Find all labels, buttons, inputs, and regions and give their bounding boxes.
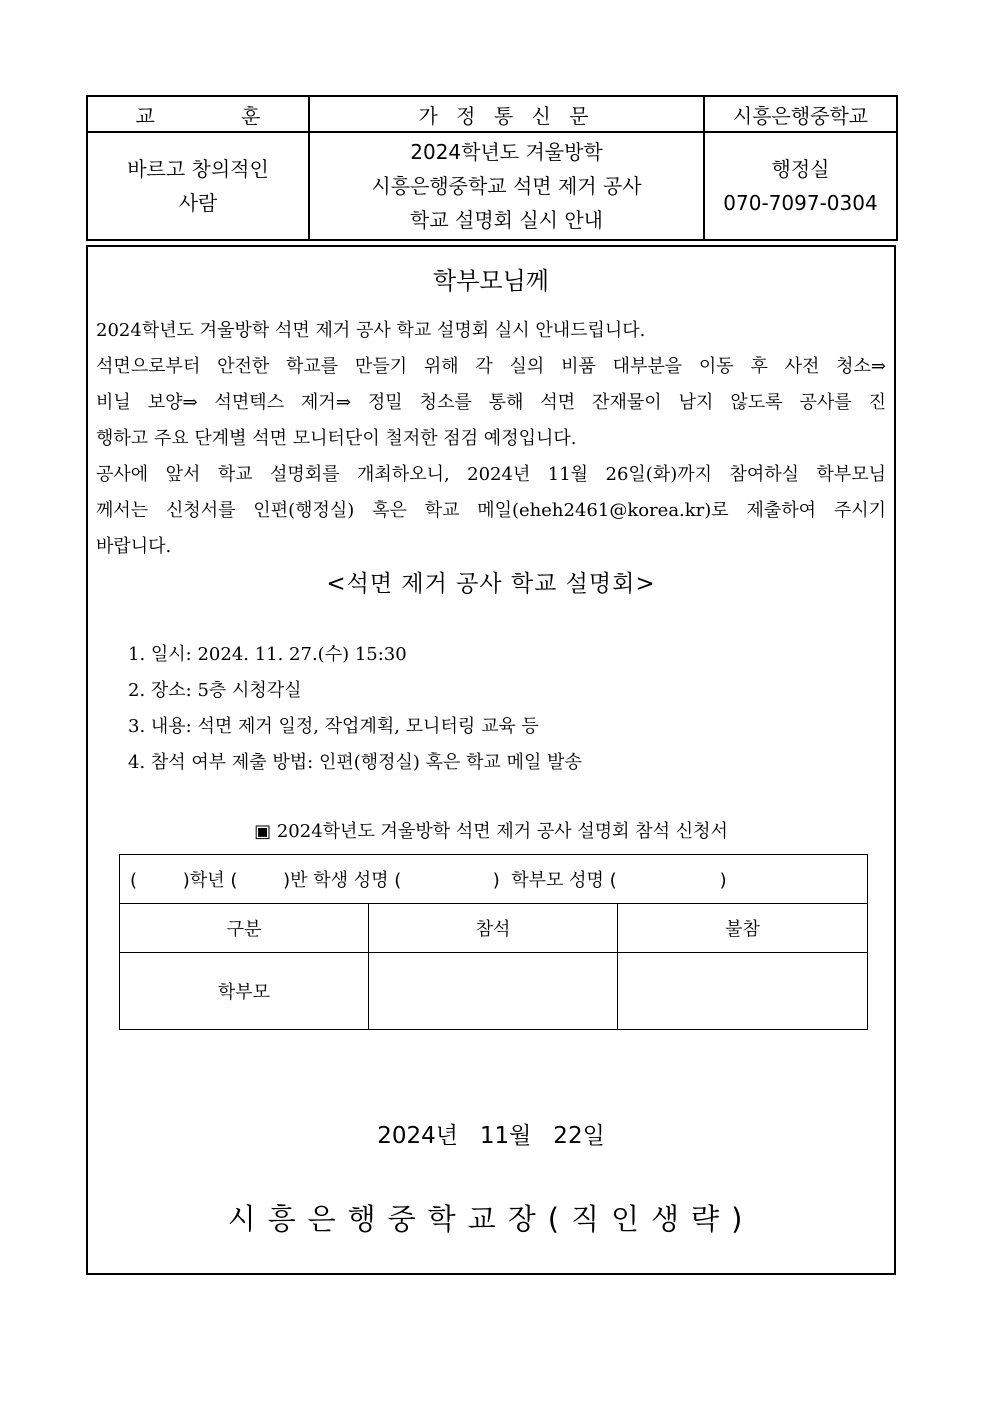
document-date: 2024년 11월 22일	[377, 1123, 605, 1149]
col-absent: 불참	[618, 904, 868, 953]
title-cell	[309, 132, 704, 240]
absent-cell[interactable]	[618, 953, 868, 1030]
letter-line-1: 2024학년도 겨울방학 석면 제거 공사 학교 설명회 실시 안내드립니다.	[96, 320, 646, 341]
motto-label: 교 훈	[87, 96, 309, 132]
motto-line-1: 바르고 창의적인	[127, 157, 269, 181]
student-info-row[interactable]: ( )학년 ( )반 학생 성명 ( ) 학부모 성명 ( )	[120, 855, 868, 904]
session-item-content: 3. 내용: 석면 제거 일정, 작업계획, 모니터링 교육 등	[128, 716, 539, 737]
col-attend: 참석	[369, 904, 618, 953]
session-title: <석면 제거 공사 학교 설명회>	[326, 571, 656, 597]
session-item-place: 2. 장소: 5층 시청각실	[128, 680, 302, 701]
title-line-1: 2024학년도 겨울방학	[410, 140, 603, 164]
letter-line-3: 비닐 보양⇒ 석면텍스 제거⇒ 정밀 청소를 통해 석면 잔재물이 남지 않도록 공사를 진	[96, 392, 886, 413]
row-parent-label: 학부모	[120, 953, 369, 1030]
letter-body	[86, 245, 896, 1275]
office-name: 행정실	[771, 157, 830, 181]
motto-line-2: 사람	[178, 191, 218, 215]
school-name: 시흥은행중학교	[704, 96, 897, 132]
principal-signature: 시흥은행중학교장(직인생략)	[227, 1202, 755, 1236]
session-item-method: 4. 참석 여부 제출 방법: 인편(행정실) 혹은 학교 메일 발송	[128, 752, 582, 773]
motto-cell	[87, 132, 309, 240]
title-line-2: 시흥은행중학교 석면 제거 공사	[371, 174, 642, 198]
contact-cell	[704, 132, 897, 240]
letter-line-4: 행하고 주요 단계별 석면 모니터단이 철저한 점검 예정입니다.	[96, 428, 577, 449]
title-line-3: 학교 설명회 실시 안내	[410, 208, 603, 232]
office-phone: 070-7097-0304	[723, 191, 878, 215]
newsletter-label: 가 정 통 신 문	[309, 96, 704, 132]
header-table	[86, 95, 898, 241]
col-category: 구분	[120, 904, 369, 953]
letter-line-7: 바랍니다.	[96, 536, 172, 557]
attend-cell[interactable]	[369, 953, 618, 1030]
letter-line-2: 석면으로부터 안전한 학교를 만들기 위해 각 실의 비품 대부분을 이동 후 사전 청소⇒	[96, 356, 886, 377]
attendance-form	[119, 854, 868, 1030]
greeting: 학부모님께	[433, 267, 549, 295]
form-title: ▣ 2024학년도 겨울방학 석면 제거 공사 설명회 참석 신청서	[254, 821, 728, 842]
letter-line-5: 공사에 앞서 학교 설명회를 개최하오니, 2024년 11월 26일(화)까지 참여하실 학부모님	[96, 464, 886, 485]
session-item-date: 1. 일시: 2024. 11. 27.(수) 15:30	[128, 644, 407, 665]
letter-line-6: 께서는 신청서를 인편(행정실) 혹은 학교 메일(eheh2461@korea.kr)로 제출하여 주시기	[96, 500, 886, 521]
